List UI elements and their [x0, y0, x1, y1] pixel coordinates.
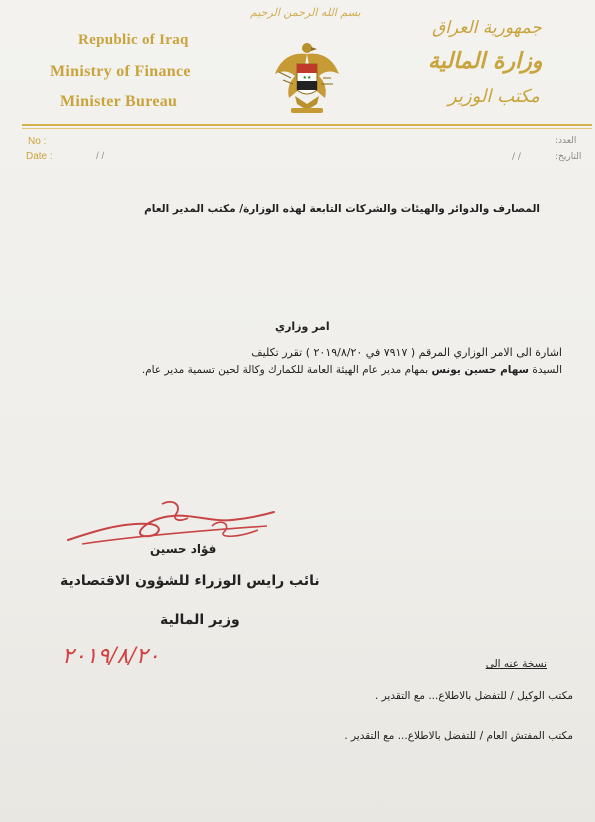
number-label-ar: العدد:: [555, 136, 577, 146]
header-divider-thin: [22, 128, 592, 129]
appointee-name: سهام حسين يونس: [431, 364, 529, 376]
copies-heading: نسخة عنه الى: [485, 658, 547, 670]
order-line-2-prefix: السيدة: [532, 364, 562, 376]
order-line-2-rest: بمهام مدير عام الهيئة العامة للكمارك وكالة لحين تسمية مدير عام.: [141, 364, 429, 376]
letterhead-en-bureau: Minister Bureau: [60, 93, 178, 110]
order-line-1: اشارة الى الامر الوزاري المرقم ( ٧٩١٧ في ٢٠١٩/٨/٢٠ ) تقرر تكليف: [251, 346, 562, 359]
svg-text:★★: ★★: [302, 75, 312, 81]
addressee-line: المصارف والدوائر والهيئات والشركات التابعة لهذه الوزارة/ مكتب المدير العام: [144, 203, 540, 215]
signatory-ministry: وزير المالية: [160, 612, 240, 628]
letterhead-ar-country: جمهورية العراق: [432, 18, 542, 38]
date-label-ar: التاريخ:: [555, 152, 582, 162]
signatory-name: فؤاد حسين: [150, 542, 217, 556]
number-label-en: No :: [28, 136, 47, 147]
copy-recipient-2: مكتب المفتش العام / للتفضل بالاطلاع... مع التقدير .: [344, 730, 573, 742]
letterhead-en-ministry: Ministry of Finance: [50, 63, 191, 80]
order-title: امر وزاري: [275, 320, 330, 333]
letterhead-ar-bureau: مكتب الوزير: [448, 86, 540, 107]
handwritten-date: ٢٠١٩/٨/٢٠: [62, 644, 160, 669]
letterhead-en-country: Republic of Iraq: [78, 32, 189, 48]
copy-recipient-1: مكتب الوكيل / للتفضل بالاطلاع... مع التقدير .: [374, 690, 573, 702]
order-line-2: [142, 364, 562, 376]
date-slashes-en: / /: [96, 151, 105, 162]
header-divider: [22, 124, 592, 126]
signatory-title: نائب رايس الوزراء للشؤون الاقتصادية: [60, 573, 320, 589]
basmala: بسم الله الرحمن الرحيم: [250, 6, 361, 19]
date-slashes-ar: / /: [512, 152, 521, 162]
letterhead-ar-ministry: وزارة المالية: [428, 48, 543, 74]
iraq-eagle-emblem-icon: [271, 38, 343, 116]
date-label-en: Date :: [26, 151, 53, 162]
